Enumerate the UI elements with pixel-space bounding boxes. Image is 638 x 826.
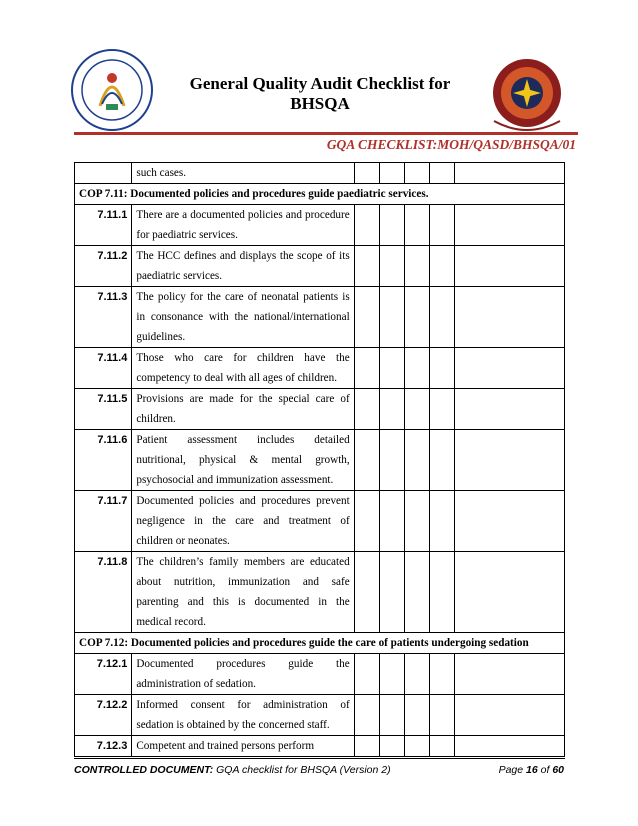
check-cell bbox=[354, 430, 379, 491]
text-line: Those who care for children have the bbox=[136, 352, 350, 364]
row-text bbox=[132, 430, 354, 491]
check-cell bbox=[404, 163, 429, 184]
check-cell bbox=[379, 389, 404, 430]
row-text bbox=[132, 552, 354, 633]
text-line: negligence in the care and treatment of bbox=[136, 515, 350, 527]
checklist-row bbox=[75, 552, 565, 633]
check-cell bbox=[404, 491, 429, 552]
section-heading: COP 7.11: Documented policies and procedures guide paediatric services. bbox=[75, 184, 565, 205]
remarks-cell bbox=[455, 552, 565, 633]
check-cell bbox=[354, 163, 379, 184]
continuation-row bbox=[75, 163, 565, 184]
text-line: There are a documented policies and procedure bbox=[136, 209, 350, 221]
text-line: parenting and this is documented in the bbox=[136, 596, 350, 608]
check-cell bbox=[354, 736, 379, 757]
check-cell bbox=[404, 287, 429, 348]
check-cell bbox=[379, 491, 404, 552]
document-title bbox=[170, 74, 470, 114]
check-cell bbox=[379, 695, 404, 736]
text-line: The policy for the care of neonatal patients is bbox=[136, 291, 350, 303]
text-line: about nutrition, immunization and safe bbox=[136, 576, 350, 588]
check-cell bbox=[379, 205, 404, 246]
row-number: 7.11.7 bbox=[75, 491, 132, 552]
row-text bbox=[132, 491, 354, 552]
page-current: 16 bbox=[526, 764, 538, 776]
check-cell bbox=[379, 246, 404, 287]
row-number: 7.12.1 bbox=[75, 654, 132, 695]
footer-document-label bbox=[74, 764, 391, 776]
row-text bbox=[132, 348, 354, 389]
text-line: Provisions are made for the special care of bbox=[136, 393, 350, 405]
remarks-cell bbox=[455, 491, 565, 552]
checklist-row bbox=[75, 389, 565, 430]
footer-doc-text: GQA checklist for BHSQA (Version 2) bbox=[213, 764, 391, 776]
text-line: for paediatric services. bbox=[136, 229, 238, 241]
remarks-cell bbox=[455, 736, 565, 757]
title-line-2: BHSQA bbox=[290, 94, 350, 113]
row-text bbox=[132, 246, 354, 287]
remarks-cell bbox=[455, 654, 565, 695]
check-cell bbox=[404, 552, 429, 633]
text-line: sedation is obtained by the concerned staff. bbox=[136, 719, 330, 731]
check-cell bbox=[379, 654, 404, 695]
check-cell bbox=[430, 491, 455, 552]
text-line: children. bbox=[136, 413, 176, 425]
row-number: 7.11.3 bbox=[75, 287, 132, 348]
ministry-emblem-logo bbox=[70, 48, 154, 132]
checklist-row bbox=[75, 654, 565, 695]
row-number: 7.11.6 bbox=[75, 430, 132, 491]
text-line: Documented policies and procedures prevent bbox=[136, 495, 350, 507]
check-cell bbox=[430, 246, 455, 287]
checklist-id: GQA CHECKLIST:MOH/QASD/BHSQA/01 bbox=[326, 137, 576, 152]
check-cell bbox=[430, 430, 455, 491]
checklist-row bbox=[75, 287, 565, 348]
row-text bbox=[132, 287, 354, 348]
header-divider bbox=[74, 132, 578, 135]
audit-checklist-table bbox=[74, 162, 565, 757]
document-header bbox=[0, 0, 638, 150]
national-emblem-logo bbox=[484, 55, 570, 135]
remarks-cell bbox=[455, 430, 565, 491]
check-cell bbox=[430, 736, 455, 757]
row-number: 7.12.2 bbox=[75, 695, 132, 736]
checklist-row bbox=[75, 736, 565, 757]
footer-rule bbox=[74, 758, 565, 759]
check-cell bbox=[430, 163, 455, 184]
row-number: 7.11.1 bbox=[75, 205, 132, 246]
row-text: such cases. bbox=[132, 163, 354, 184]
check-cell bbox=[354, 552, 379, 633]
text-line: nutritional, physical & mental growth, bbox=[136, 454, 350, 466]
remarks-cell bbox=[455, 246, 565, 287]
check-cell bbox=[404, 430, 429, 491]
checklist-row bbox=[75, 205, 565, 246]
check-cell bbox=[430, 287, 455, 348]
check-cell bbox=[354, 654, 379, 695]
text-line: children or neonates. bbox=[136, 535, 230, 547]
check-cell bbox=[379, 736, 404, 757]
remarks-cell bbox=[455, 287, 565, 348]
check-cell bbox=[430, 205, 455, 246]
remarks-cell bbox=[455, 348, 565, 389]
page-total: 60 bbox=[552, 764, 564, 776]
text-line: Informed consent for administration of bbox=[136, 699, 350, 711]
title-line-1: General Quality Audit Checklist for bbox=[189, 74, 451, 93]
text-line: psychosocial and immunization assessment. bbox=[136, 474, 334, 486]
check-cell bbox=[404, 654, 429, 695]
text-line: paediatric services. bbox=[136, 270, 223, 282]
row-number: 7.11.4 bbox=[75, 348, 132, 389]
check-cell bbox=[404, 389, 429, 430]
row-number: 7.11.2 bbox=[75, 246, 132, 287]
check-cell bbox=[354, 695, 379, 736]
row-text bbox=[132, 205, 354, 246]
checklist-row bbox=[75, 348, 565, 389]
row-number: 7.11.5 bbox=[75, 389, 132, 430]
text-line: The children’s family members are educated bbox=[136, 556, 350, 568]
controlled-label: CONTROLLED DOCUMENT: bbox=[74, 764, 214, 776]
row-number: 7.11.8 bbox=[75, 552, 132, 633]
remarks-cell bbox=[455, 695, 565, 736]
check-cell bbox=[354, 389, 379, 430]
text-line: competency to deal with all ages of children. bbox=[136, 372, 338, 384]
checklist-row bbox=[75, 430, 565, 491]
check-cell bbox=[430, 389, 455, 430]
text-line: Documented procedures guide the bbox=[136, 658, 350, 670]
check-cell bbox=[404, 348, 429, 389]
page-number bbox=[499, 764, 564, 776]
row-text bbox=[132, 654, 354, 695]
page-word: Page bbox=[498, 764, 527, 776]
section-heading-row bbox=[75, 184, 565, 205]
check-cell bbox=[430, 348, 455, 389]
text-line: in consonance with the national/international bbox=[136, 311, 350, 323]
remarks-cell bbox=[455, 205, 565, 246]
row-text bbox=[132, 736, 354, 757]
text-line: Competent and trained persons perform bbox=[136, 740, 315, 752]
remarks-cell bbox=[455, 163, 565, 184]
checklist-row bbox=[75, 695, 565, 736]
text-line: Patient assessment includes detailed bbox=[136, 434, 350, 446]
check-cell bbox=[379, 348, 404, 389]
text-line: The HCC defines and displays the scope of its bbox=[136, 250, 350, 262]
check-cell bbox=[404, 205, 429, 246]
text-line: medical record. bbox=[136, 616, 206, 628]
section-heading-row bbox=[75, 633, 565, 654]
remarks-cell bbox=[455, 389, 565, 430]
row-number: 7.12.3 bbox=[75, 736, 132, 757]
check-cell bbox=[404, 246, 429, 287]
check-cell bbox=[354, 348, 379, 389]
check-cell bbox=[404, 736, 429, 757]
check-cell bbox=[379, 552, 404, 633]
text-line: administration of sedation. bbox=[136, 678, 256, 690]
row-text bbox=[132, 389, 354, 430]
text-line: guidelines. bbox=[136, 331, 186, 343]
check-cell bbox=[354, 205, 379, 246]
of-word: of bbox=[537, 764, 553, 776]
check-cell bbox=[430, 695, 455, 736]
check-cell bbox=[430, 552, 455, 633]
row-text bbox=[132, 695, 354, 736]
section-heading: COP 7.12: Documented policies and procedures guide the care of patients undergoing sedation bbox=[75, 633, 565, 654]
check-cell bbox=[354, 287, 379, 348]
check-cell bbox=[379, 163, 404, 184]
check-cell bbox=[430, 654, 455, 695]
check-cell bbox=[404, 695, 429, 736]
check-cell bbox=[354, 246, 379, 287]
checklist-row bbox=[75, 246, 565, 287]
check-cell bbox=[354, 491, 379, 552]
checklist-row bbox=[75, 491, 565, 552]
check-cell bbox=[379, 287, 404, 348]
row-number bbox=[75, 163, 132, 184]
check-cell bbox=[379, 430, 404, 491]
